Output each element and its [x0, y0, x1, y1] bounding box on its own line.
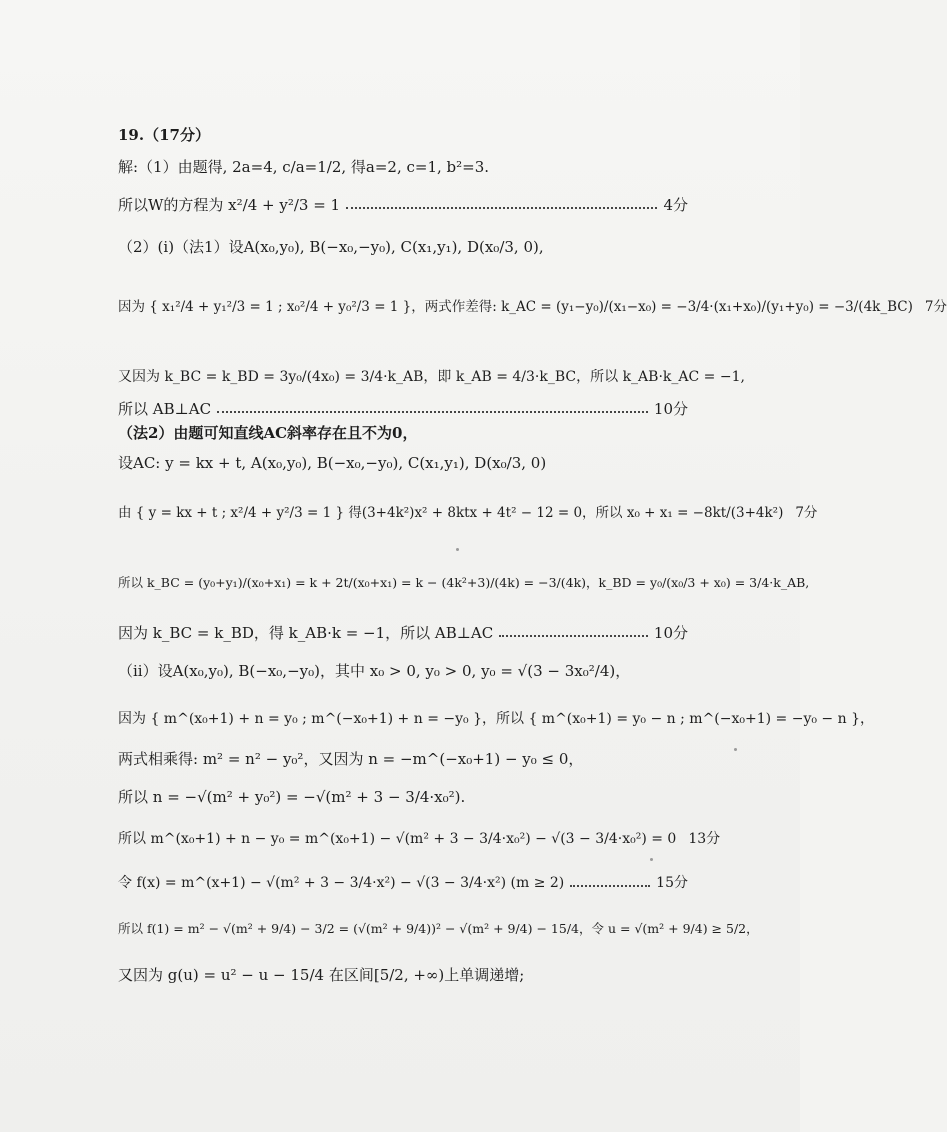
score-label: 7分 — [795, 505, 818, 521]
score-label: 4分 — [663, 196, 688, 214]
method1-conclusion — [118, 398, 688, 420]
line-text: （2）(i)（法1）设A(x₀,y₀), B(−x₀,−y₀), C(x₁,y₁), D(x₀/3, 0), — [118, 238, 544, 256]
line-text: 设AC: y = kx + t, A(x₀,y₀), B(−x₀,−y₀), C(x₁,y₁), D(x₀/3, 0) — [118, 454, 547, 472]
multiply-step — [118, 748, 688, 770]
line-text: 因为 k_BC = k_BD，得 k_AB·k = −1，所以 AB⊥AC — [118, 624, 494, 642]
line-text: 所以 n = −√(m² + y₀²) = −√(m² + 3 − 3/4·x₀²). — [118, 788, 466, 806]
part2-ii-setup — [118, 660, 688, 682]
line-text: 解:（1）由题得, 2a=4, c/a=1/2, 得a=2, c=1, b²=3. — [118, 158, 490, 176]
method1-subtract — [118, 296, 947, 318]
define-f — [118, 872, 688, 894]
line-text: 19.（17分） — [118, 126, 210, 144]
line-text: 由 { y = kx + t ; x²/4 + y²/3 = 1 } 得(3+4k²)x² + 8ktx + 4t² − 12 = 0，所以 x₀ + x₁ = −8kt/(3+4k²) — [118, 505, 784, 521]
score-label: 13分 — [688, 831, 721, 847]
equation-zero — [118, 828, 721, 850]
line-text: 因为 { m^(x₀+1) + n = y₀ ; m^(−x₀+1) + n = −y₀ }，所以 { m^(x₀+1) = y₀ − n ; m^(−x₀+1) = −y₀ − n }， — [118, 711, 874, 727]
line-text: 又因为 g(u) = u² − u − 15/4 在区间[5/2, +∞)上单调递增; — [118, 966, 525, 984]
line-text: 令 f(x) = m^(x+1) − √(m² + 3 − 3/4·x²) − √(3 − 3/4·x²) (m ≥ 2) — [118, 875, 565, 891]
line-text: （法2）由题可知直线AC斜率存在且不为0， — [118, 424, 418, 442]
part2-ii-system — [118, 708, 874, 730]
method2-intro — [118, 422, 688, 444]
method2-conclusion — [118, 622, 688, 644]
method1-setup — [118, 236, 688, 258]
line-text: 所以 m^(x₀+1) + n − y₀ = m^(x₀+1) − √(m² + 3 − 3/4·x₀²) − √(3 − 3/4·x₀²) = 0 — [118, 831, 677, 847]
score-label: 10分 — [653, 624, 688, 642]
method2-system — [118, 502, 818, 524]
score-label: 10分 — [653, 400, 688, 418]
method2-slopes — [118, 572, 810, 594]
score-label: 7分 — [924, 299, 947, 315]
problem-header — [118, 124, 688, 146]
scan-speck — [456, 548, 459, 551]
ellipse-equation-line — [118, 194, 688, 216]
line-text: 所以 AB⊥AC — [118, 400, 212, 418]
method2-setup — [118, 452, 688, 474]
scan-speck — [650, 858, 653, 861]
f-at-one — [118, 918, 759, 940]
g-monotonic — [118, 964, 688, 986]
line-text: 又因为 k_BC = k_BD = 3y₀/(4x₀) = 3/4·k_AB，即 k_AB = 4/3·k_BC，所以 k_AB·k_AC = −1, — [118, 369, 745, 385]
line-text: 所以W的方程为 x²/4 + y²/3 = 1 — [118, 196, 341, 214]
line-text: 所以 f(1) = m² − √(m² + 9/4) − 3/2 = (√(m² + 9/4))² − √(m² + 9/4) − 15/4，令 u = √(m² + 9/4) ≥ 5/2， — [118, 921, 759, 936]
line-text: 所以 k_BC = (y₀+y₁)/(x₀+x₁) = k + 2t/(x₀+x₁) = k − (4k²+3)/(4k) = −3/(4k)，k_BD = y₀/(x₀/3 + x₀) = 3/4·k_AB, — [118, 575, 810, 590]
line-text: 因为 { x₁²/4 + y₁²/3 = 1 ; x₀²/4 + y₀²/3 = 1 }，两式作差得: k_AC = (y₁−y₀)/(x₁−x₀) = −3/4·(x₁+x₀)/(y₁+y₀) = −3/(4k_BC) — [118, 299, 913, 315]
scan-speck — [734, 748, 737, 751]
dot-leader — [570, 885, 650, 887]
dot-leader — [346, 207, 657, 209]
solution-part1 — [118, 156, 688, 178]
line-text: 两式相乘得: m² = n² − y₀²，又因为 n = −m^(−x₀+1) − y₀ ≤ 0， — [118, 750, 584, 768]
dot-leader — [217, 411, 648, 413]
dot-leader — [499, 635, 648, 637]
n-expression — [118, 786, 688, 808]
line-text: （ii）设A(x₀,y₀), B(−x₀,−y₀)，其中 x₀ > 0, y₀ > 0, y₀ = √(3 − 3x₀²/4)， — [118, 662, 631, 680]
score-label: 15分 — [656, 875, 688, 891]
method1-slopes — [118, 366, 745, 388]
